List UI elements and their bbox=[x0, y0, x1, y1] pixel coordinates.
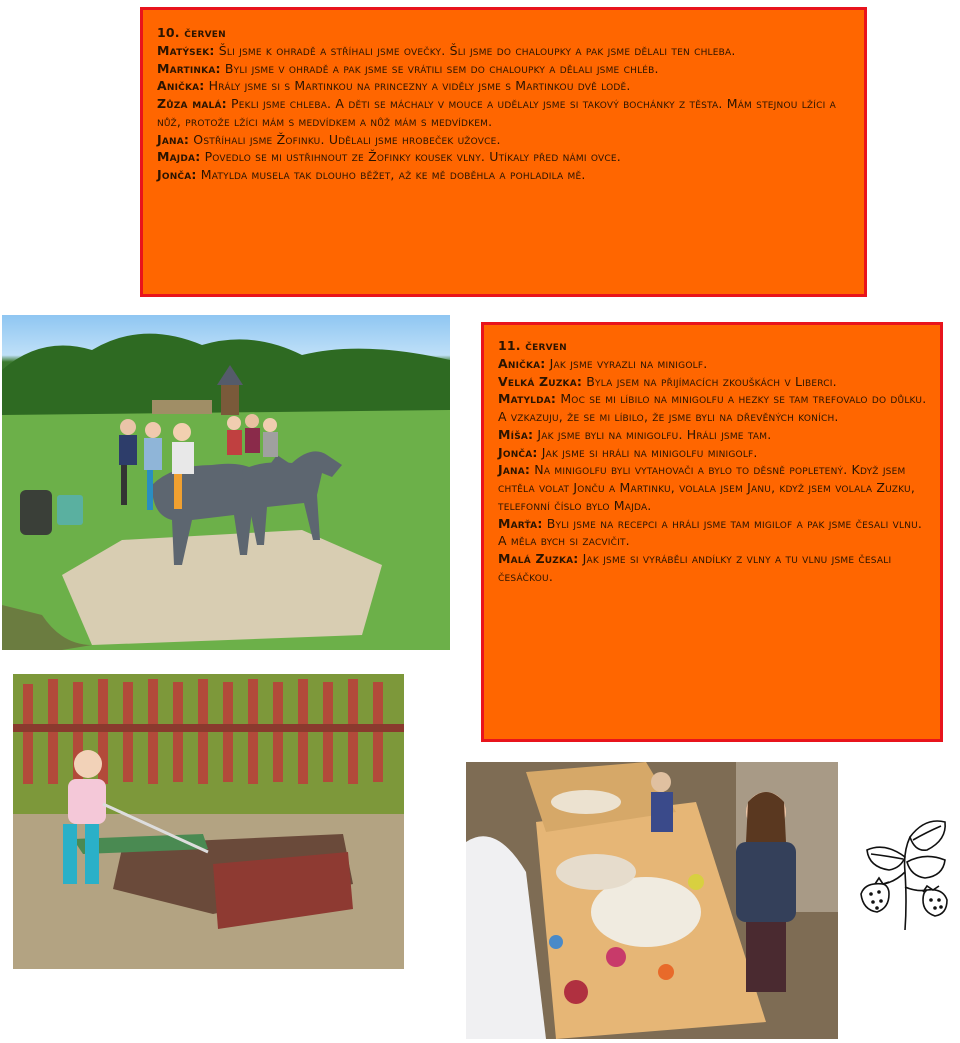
photo-child-playing-minigolf bbox=[13, 674, 404, 969]
child-name: Jana: bbox=[157, 131, 190, 147]
entry-text: Ostříhali jsme Žofinku. Udělali jsme hrobeček užovce. bbox=[189, 131, 501, 147]
child-name: Jana: bbox=[498, 462, 531, 478]
entry-text: Jak jsme vyrazli na minigolf. bbox=[545, 355, 708, 371]
entry-text: Jak jsme si vyráběli andílky z vlny a tu vlnu jsme česali česáčkou. bbox=[498, 551, 892, 584]
child-name: Zůza malá: bbox=[157, 96, 227, 111]
entry-text: Byli jsme v ohradě a pak jsme se vrátili sem do chaloupky a dělali jsme chléb. bbox=[220, 60, 659, 76]
entry-text: Matylda musela tak dlouho běžet, až ke mě doběhla a pohladila mě. bbox=[196, 167, 586, 182]
entry bbox=[157, 95, 850, 131]
child-name: Jonča: bbox=[498, 444, 538, 460]
child-name: Matylda: bbox=[498, 391, 557, 407]
entry bbox=[157, 42, 850, 60]
entry bbox=[498, 390, 928, 426]
entry bbox=[498, 515, 928, 551]
entry-text: Na minigolfu byli vytahovači a bylo to děsně popletený. Když jsem chtěla volat Jonču a Martinku, volala jsem Janu, když jsem volala Zuzku, telefonní číslo bylo Majda. bbox=[498, 462, 915, 513]
entry bbox=[498, 426, 928, 444]
entry-text: Jak jsme byli na minigolfu. Hráli jsme tam. bbox=[533, 426, 772, 442]
child-name: Velká Zuzka: bbox=[498, 373, 583, 389]
entry-text: Byli jsme na recepci a hráli jsme tam migilof a pak jsme česali vlnu. A měla bych si zacvičit. bbox=[498, 515, 923, 549]
entry-text: Moc se mi líbilo na minigolfu a hezky se tam trefovalo do důlku. A vzkazuju, že se mi líbilo, že jsme byli na dřevěných koních. bbox=[498, 391, 927, 424]
entry-text: Jak jsme si hráli na minigolfu minigolf. bbox=[537, 444, 758, 460]
entry bbox=[157, 131, 850, 149]
date-heading: 10. červen bbox=[157, 25, 226, 40]
date-heading: 11. červen bbox=[498, 338, 567, 353]
entry bbox=[498, 373, 928, 391]
strawberry-icon bbox=[855, 812, 957, 932]
entry bbox=[157, 77, 850, 95]
entry-text: Hrály jsme si s Martinkou na princezny a viděly jsme s Martinkou dvě lodě. bbox=[204, 78, 631, 94]
entry-text: Povedlo se mi ustřihnout ze Žofinky kousek vlny. Utíkaly před námi ovce. bbox=[200, 149, 621, 165]
diary-box-june-10 bbox=[140, 7, 867, 297]
entry bbox=[498, 355, 928, 373]
entry bbox=[498, 550, 928, 586]
entry bbox=[498, 461, 928, 514]
entry-text: Šli jsme k ohradě a stříhali jsme ovečky. Šli jsme do chaloupky a pak jsme dělali ten chleba. bbox=[214, 42, 736, 58]
child-name: Anička: bbox=[498, 355, 546, 371]
child-name: Míša: bbox=[498, 426, 534, 442]
entry bbox=[157, 148, 850, 166]
diary-box-june-11 bbox=[481, 322, 943, 742]
photo-children-on-horse-statue bbox=[2, 315, 450, 650]
child-name: Martinka: bbox=[157, 60, 221, 76]
child-name: Marťa: bbox=[498, 515, 543, 531]
entry bbox=[157, 166, 850, 184]
child-name: Matýsek: bbox=[157, 42, 215, 58]
entry-text: Pekli jsme chleba. A děti se máchaly v mouce a udělaly jsme si takový bochánky z těsta. Mám stejnou lžíci a nůž, protože lžíci mám s medvídkem a nůž mám s medvídkem. bbox=[157, 96, 837, 129]
photo-children-making-wool-angels bbox=[466, 762, 838, 1039]
entry-text: Byla jsem na přijímacích zkouškách v Liberci. bbox=[582, 373, 837, 389]
entry bbox=[498, 444, 928, 462]
child-name: Anička: bbox=[157, 78, 205, 94]
child-name: Majda: bbox=[157, 149, 201, 165]
child-name: Jonča: bbox=[157, 167, 197, 182]
entry bbox=[157, 60, 850, 78]
child-name: Malá Zuzka: bbox=[498, 551, 579, 566]
